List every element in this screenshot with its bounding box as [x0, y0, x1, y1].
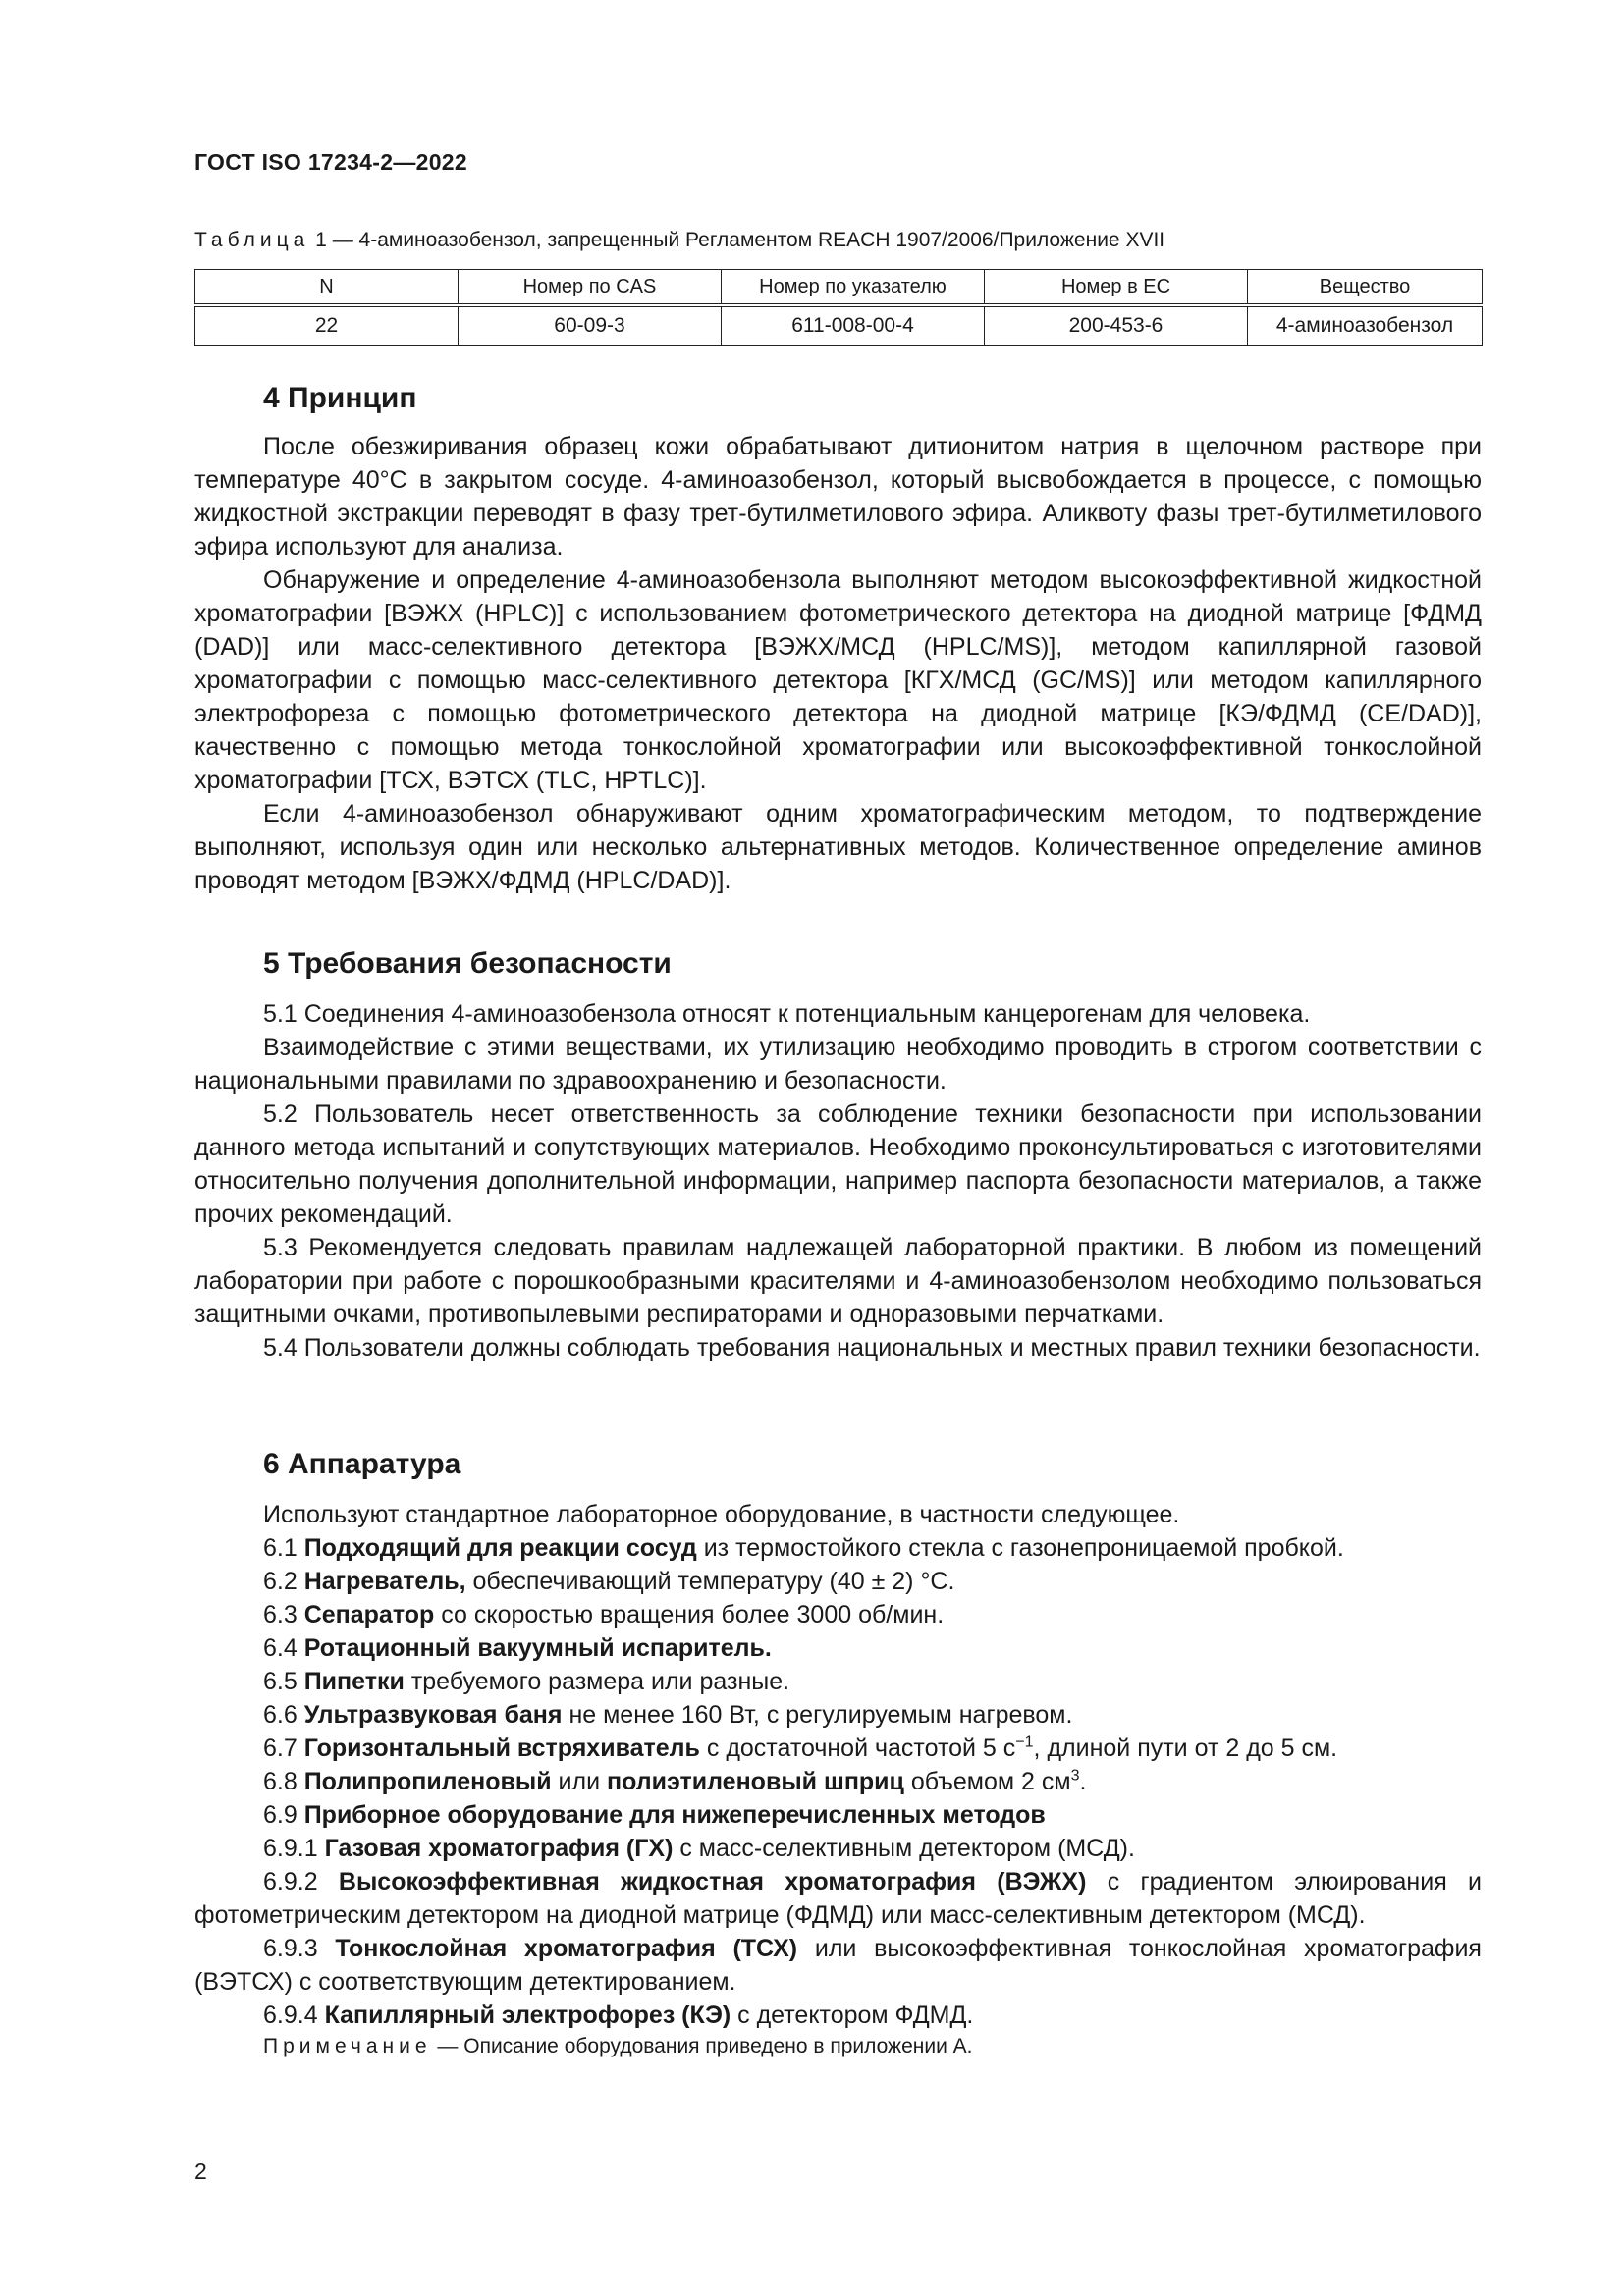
note: [194, 2032, 1482, 2061]
document-code: ГОСТ ISO 17234-2—2022: [194, 149, 467, 175]
table-caption: [194, 229, 1164, 252]
list-item: 6.9.1 Газовая хроматография (ГХ) с масс-селективным детектором (МСД).: [263, 1835, 1135, 1862]
paragraph: 5.1 Соединения 4-аминоазобензола относят к потенциальным канцерогенам для человека.: [263, 1000, 1311, 1028]
column-header: Номер по CAS: [459, 270, 722, 306]
list-item: 6.6 Ультразвуковая баня не менее 160 Вт, с регулируемым нагревом.: [263, 1701, 1073, 1729]
table-cell: 60-09-3: [459, 305, 722, 346]
section-title: 5 Требования безопасности: [263, 947, 672, 980]
paragraph: Обнаружение и определение 4-аминоазобензола выполняют методом высокоэффективной жидкостной хроматографии [ВЭЖХ (HPLC)] с использованием фотометрического детектора на диодной матрице [ФДМД (DAD)] или масс-селективного детектора [ВЭЖХ/МСД (HPLC/MS)], методом капиллярной газовой хроматографии с помощью масс-селективного детектора [КГХ/МСД (GC/MS)] или методом капиллярного электрофореза с помощью фотометрического детектора на диодной матрице [КЭ/ФДМД (CE/DAD)], качественно с помощью метода тонкослойной хроматографии или высокоэффективной тонкослойной хроматографии [ТСХ, ВЭТСХ (TLC, HPTLC)].: [194, 566, 1482, 794]
list-item: 6.9.4 Капиллярный электрофорез (КЭ) с детектором ФДМД.: [263, 2002, 974, 2029]
table-caption-text: 1 — 4-аминоазобензол, запрещенный Регламентом REACH 1907/2006/Приложение XVII: [309, 229, 1165, 251]
column-header: N: [195, 270, 459, 306]
paragraph: Взаимодействие с этими веществами, их утилизацию необходимо проводить в строгом соответствии с национальными правилами по здравоохранению и безопасности.: [194, 1034, 1482, 1095]
table-cell: 22: [195, 305, 459, 346]
table-cell: 200-453-6: [985, 305, 1248, 346]
table-row: [195, 305, 1483, 346]
list-item: 6.3 Сепаратор со скоростью вращения более 3000 об/мин.: [263, 1601, 945, 1629]
list-item: 6.8 Полипропиленовый или полиэтиленовый шприц объемом 2 $см^3$.: [263, 1767, 1087, 1795]
section-title: 6 Аппаратура: [263, 1448, 461, 1480]
list-item: 6.9.2 Высокоэффективная жидкостная хроматография (ВЭЖХ) с градиентом элюирования и фотометрическим детектором на диодной матрице (ФДМД) или масс-селективным детектором (МСД).: [194, 1868, 1482, 1929]
table-caption-label: Таблица: [194, 229, 310, 251]
page-number: 2: [194, 2159, 207, 2184]
table-cell: 4-аминоазобензол: [1248, 305, 1483, 346]
column-header: Номер по указателю: [722, 270, 985, 306]
paragraph: 5.2 Пользователь несет ответственность за соблюдение техники безопасности при использовании данного метода испытаний и сопутствующих материалов. Необходимо проконсультироваться с изготовителями относительно получения дополнительной информации, например паспорта безопасности материалов, а также прочих рекомендаций.: [194, 1100, 1482, 1228]
paragraph: Используют стандартное лабораторное оборудование, в частности следующее.: [263, 1501, 1180, 1528]
section-title: 4 Принцип: [263, 382, 417, 414]
paragraph: 5.4 Пользователи должны соблюдать требования национальных и местных правил техники безопасности.: [263, 1334, 1481, 1362]
list-item: 6.7 Горизонтальный встряхиватель с достаточной частотой 5 $с^{-1}$, длиной пути от 2 до 5 см.: [263, 1734, 1338, 1762]
paragraph: Если 4-аминоазобензол обнаруживают одним хроматографическим методом, то подтверждение выполняют, используя один или несколько альтернативных методов. Количественное определение аминов проводят методом [ВЭЖХ/ФДМД (HPLC/DAD)].: [194, 800, 1482, 894]
substance-table: [194, 269, 1483, 346]
column-header: Номер в ЕС: [985, 270, 1248, 306]
list-item: 6.9 Приборное оборудование для нижеперечисленных методов: [263, 1801, 1046, 1829]
table-cell: 611-008-00-4: [722, 305, 985, 346]
table-header-row: [195, 270, 1483, 306]
column-header: Вещество: [1248, 270, 1483, 306]
list-item: 6.4 Ротационный вакуумный испаритель.: [263, 1634, 772, 1662]
paragraph: После обезжиривания образец кожи обрабатывают дитионитом натрия в щелочном растворе при температуре 40°С в закрытом сосуде. 4-аминоазобензол, который высвобождается в процессе, с помощью жидкостной экстракции переводят в фазу трет-бутилметилового эфира. Аликвоту фазы трет-бутилметилового эфира используют для анализа.: [194, 433, 1482, 561]
paragraph: 5.3 Рекомендуется следовать правилам надлежащей лабораторной практики. В любом из помещений лаборатории при работе с порошкообразными красителями и 4-аминоазобензолом необходимо пользоваться защитными очками, противопылевыми респираторами и одноразовыми перчатками.: [194, 1234, 1482, 1328]
section-apparatus: [194, 1445, 1482, 2061]
note-text: — Описание оборудования приведено в приложении А.: [431, 2035, 973, 2057]
note-label: Примечание: [263, 2035, 432, 2057]
section-principle: [194, 379, 1482, 897]
list-item: 6.5 Пипетки требуемого размера или разные.: [263, 1668, 790, 1695]
list-item: 6.1 Подходящий для реакции сосуд из термостойкого стекла с газонепроницаемой пробкой.: [263, 1534, 1344, 1562]
section-safety: [194, 944, 1482, 1364]
list-item: 6.9.3 Тонкослойная хроматография (ТСХ) или высокоэффективная тонкослойная хроматография (ВЭТСХ) с соответствующим детектированием.: [194, 1935, 1482, 1996]
list-item: 6.2 Нагреватель, обеспечивающий температуру (40 ± 2) °С.: [263, 1568, 955, 1595]
